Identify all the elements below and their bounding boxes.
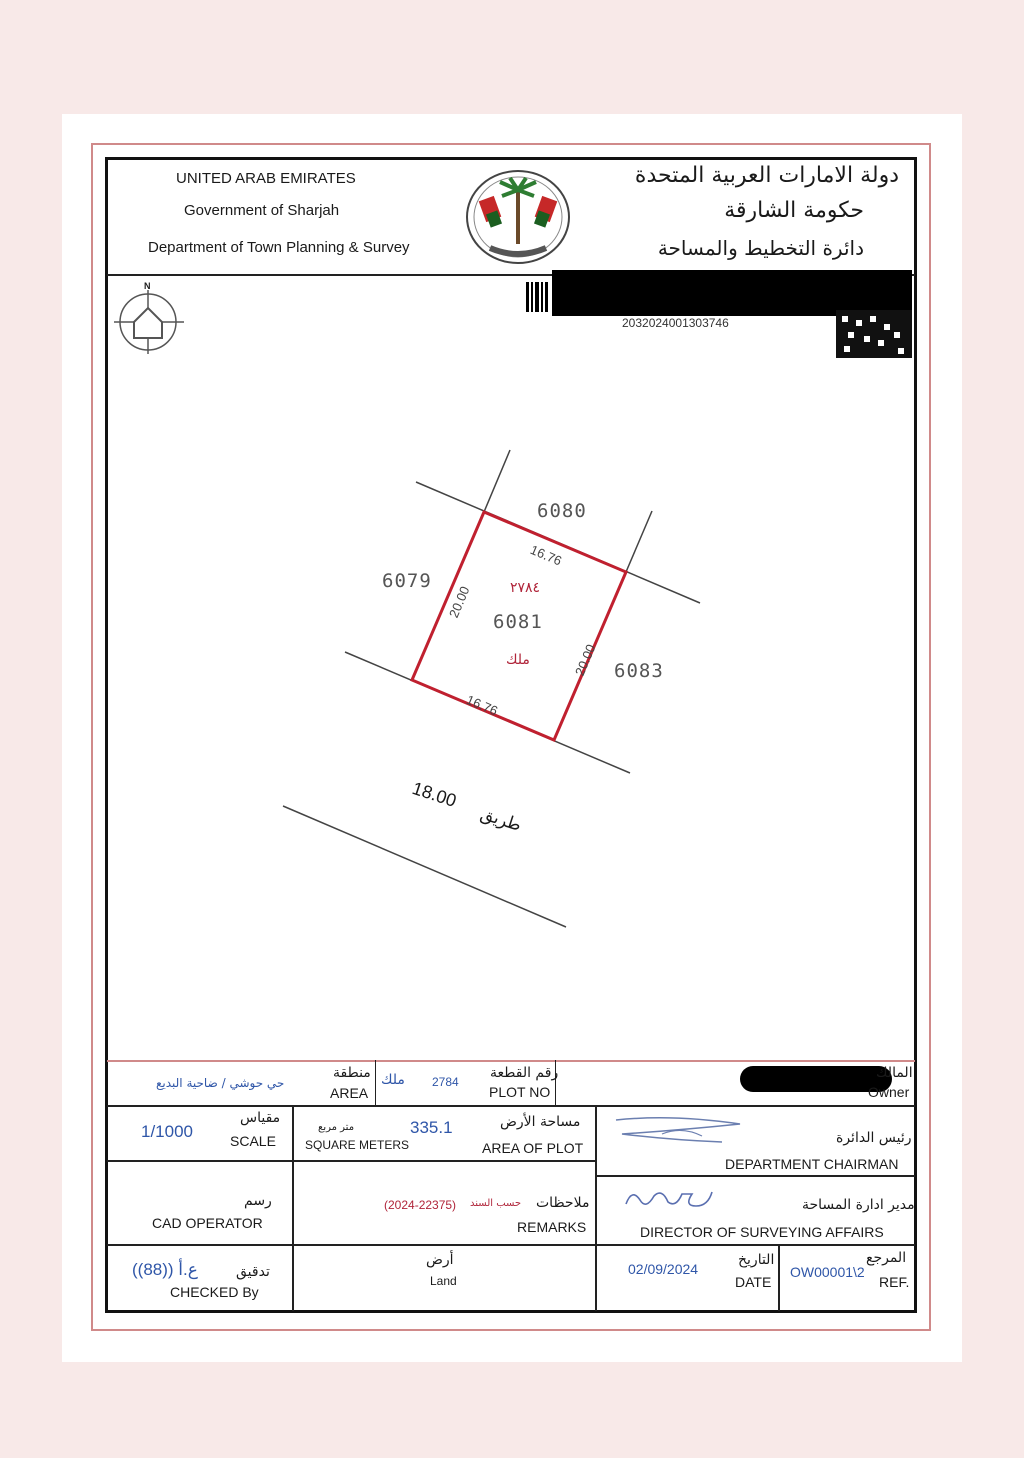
ref-label-ar: المرجع <box>866 1250 907 1266</box>
cad-label-en: CAD OPERATOR <box>152 1215 263 1231</box>
table-row-divider-2b <box>595 1175 915 1177</box>
ref-label-en: REF. <box>879 1274 910 1290</box>
chairman-label-ar: رئيس الدائرة <box>836 1130 912 1146</box>
side-length-right: 20.00 <box>572 642 599 678</box>
col-divider-mid <box>595 1105 597 1311</box>
table-top-divider <box>107 1060 915 1062</box>
table-row-divider-3 <box>107 1244 915 1246</box>
neighbor-plot-west: 6079 <box>382 570 432 592</box>
owner-label-en: Owner <box>868 1084 910 1100</box>
boundary-line-nw <box>484 450 510 512</box>
neighbor-plot-north: 6080 <box>537 500 587 522</box>
table-row-divider-2 <box>107 1160 595 1162</box>
remarks-label-ar: ملاحظات <box>536 1195 590 1211</box>
director-label-ar: مدير ادارة المساحة <box>802 1197 915 1213</box>
square-meters-en: SQUARE METERS <box>305 1138 410 1152</box>
barcode-number: 2032024001303746 <box>622 316 729 330</box>
area-value: حي حوشي / ضاحية البديع <box>156 1076 285 1090</box>
header-government-ar: حكومة الشارقة <box>724 198 864 223</box>
scale-value: 1/1000 <box>141 1122 193 1141</box>
road-width-label: 18.00 <box>409 778 459 811</box>
side-length-top: 16.76 <box>528 542 564 569</box>
scale-label-ar: مقياس <box>240 1110 281 1126</box>
road-edge-line <box>283 806 566 927</box>
chairman-signature <box>612 1112 752 1146</box>
neighbor-plot-east: 6083 <box>614 660 664 682</box>
side-length-left: 20.00 <box>446 584 473 620</box>
area-label-en: AREA <box>330 1085 369 1101</box>
chairman-label-en: DEPARTMENT CHAIRMAN <box>725 1156 899 1172</box>
main-plot-number-arabic: ٢٧٨٤ <box>510 580 541 596</box>
checked-label-ar: تدقيق <box>236 1264 270 1280</box>
ref-value: OW00001\2 <box>790 1264 865 1280</box>
director-label-en: DIRECTOR OF SURVEYING AFFAIRS <box>640 1224 884 1240</box>
cad-label-ar: رسم <box>244 1193 272 1209</box>
area-label-ar: منطقة <box>333 1065 371 1081</box>
main-plot-number: 6081 <box>493 611 543 633</box>
header-country-ar: دولة الامارات العربية المتحدة <box>634 163 899 188</box>
road-label-arabic: طريق <box>477 804 524 836</box>
remarks-value: (2024-22375) <box>384 1198 457 1212</box>
plot-type-value: ملك <box>381 1072 405 1088</box>
header-department-en: Department of Town Planning & Survey <box>148 239 410 256</box>
date-value: 02/09/2024 <box>628 1261 699 1277</box>
side-length-bottom: 16.76 <box>464 692 500 719</box>
area-of-plot-label-ar: مساحة الأرض <box>500 1114 581 1130</box>
date-label-en: DATE <box>735 1274 772 1290</box>
owner-label-ar: المالك <box>876 1065 913 1081</box>
remarks-label-en: REMARKS <box>517 1219 587 1235</box>
area-of-plot-label-en: AREA OF PLOT <box>482 1140 584 1156</box>
col-divider-area <box>375 1060 376 1106</box>
director-signature <box>622 1184 718 1214</box>
header-department-ar: دائرة التخطيط والمساحة <box>657 236 864 260</box>
scale-label-en: SCALE <box>230 1133 276 1149</box>
checked-label-en: CHECKED By <box>170 1284 259 1300</box>
header-government-en: Government of Sharjah <box>184 202 340 219</box>
land-label-ar: أرض <box>426 1252 454 1268</box>
table-row-divider-1 <box>107 1105 915 1107</box>
plot-no-value: 2784 <box>432 1075 459 1089</box>
col-divider-left <box>292 1105 294 1311</box>
checked-value: ((88)) ع.أ <box>132 1260 198 1279</box>
date-label-ar: التاريخ <box>738 1252 775 1268</box>
plot-no-label-ar: رقم القطعة <box>490 1065 559 1081</box>
area-of-plot-value: 335.1 <box>410 1118 453 1137</box>
header-country-en: UNITED ARAB EMIRATES <box>176 170 356 187</box>
plot-type-label: ملك <box>506 652 530 668</box>
boundary-line-ne <box>626 511 652 572</box>
plot-no-label-en: PLOT NO <box>489 1084 551 1100</box>
compass-north-label: N <box>144 281 151 291</box>
remarks-value-ar: حسب السند <box>470 1198 522 1209</box>
square-meters-ar: متر مربع <box>318 1122 355 1133</box>
col-divider-ref <box>778 1244 780 1311</box>
land-label-en: Land <box>430 1274 457 1288</box>
